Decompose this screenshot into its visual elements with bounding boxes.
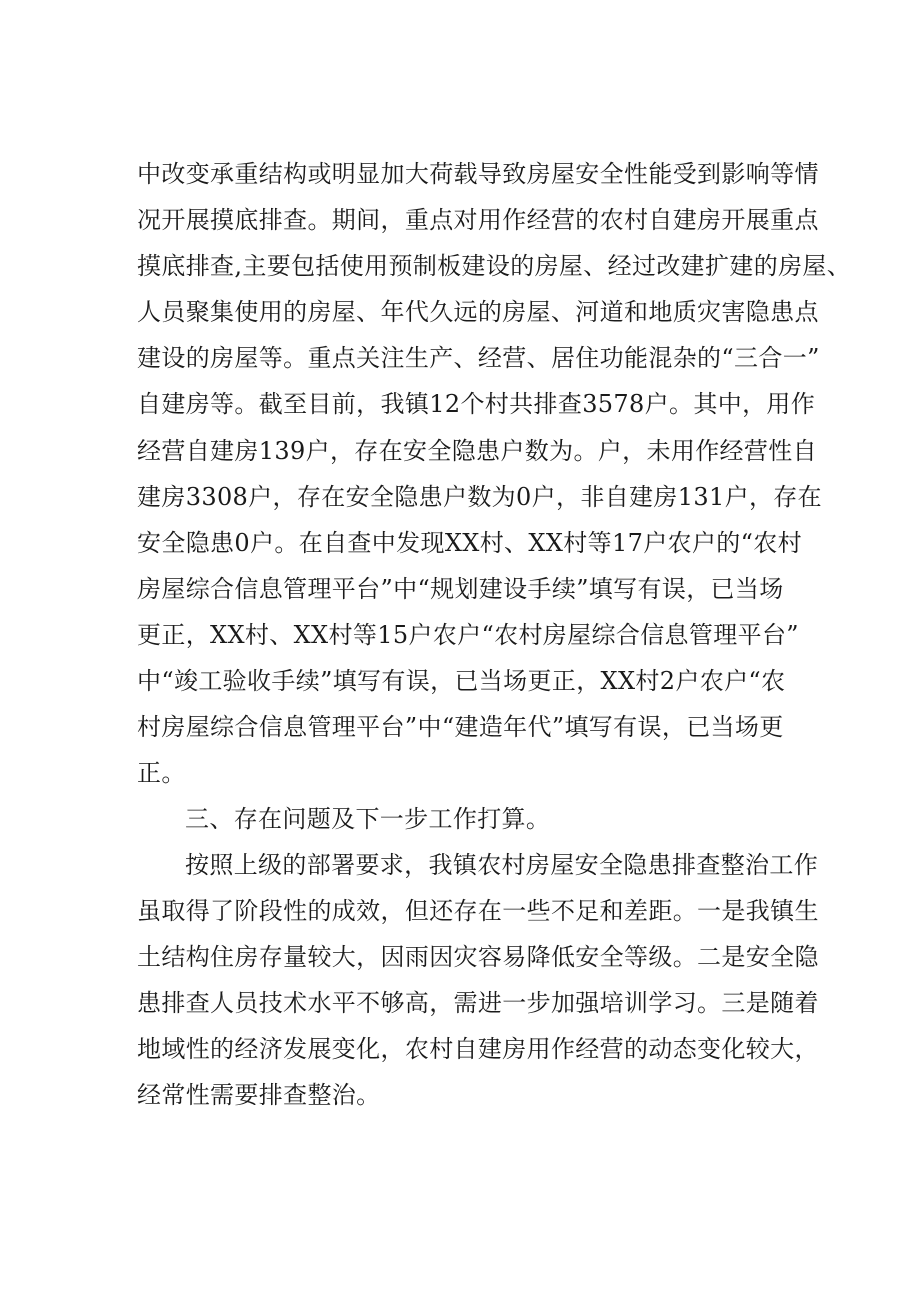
paragraph-line: 地域性的经济发展变化，农村自建房用作经营的动态变化较大， bbox=[137, 1035, 819, 1063]
paragraph-line: 经营自建房139户，存在安全隐患户数为。户，未用作经营性自 bbox=[137, 437, 817, 465]
paragraph-line: 村房屋综合信息管理平台”中“建造年代”填写有误，已当场更 bbox=[137, 713, 784, 741]
paragraph-line: 患排查人员技术水平不够高，需进一步加强培训学习。三是随着 bbox=[137, 989, 819, 1017]
paragraph-line: 房屋综合信息管理平台”中“规划建设手续”填写有误，已当场 bbox=[137, 575, 784, 603]
paragraph-line: 建设的房屋等。重点关注生产、经营、居住功能混杂的“三合一” bbox=[137, 344, 820, 372]
paragraph-line: 经常性需要排查整治。 bbox=[137, 1081, 381, 1109]
paragraph-line: 正。 bbox=[137, 759, 186, 787]
paragraph-line: 建房3308户，存在安全隐患户数为0户，非自建房131户，存在 bbox=[137, 483, 823, 511]
paragraph-line: 虽取得了阶段性的成效，但还存在一些不足和差距。一是我镇生 bbox=[137, 897, 819, 925]
paragraph-line: 自建房等。截至目前，我镇12个村共排查3578户。其中，用作 bbox=[137, 390, 816, 418]
section-heading: 三、存在问题及下一步工作打算。 bbox=[185, 805, 551, 833]
paragraph-line: 况开展摸底排查。期间，重点对用作经营的农村自建房开展重点 bbox=[137, 206, 819, 234]
paragraph-line: 安全隐患0户。在自查中发现XX村、XX村等17户农户的“农村 bbox=[137, 529, 802, 557]
paragraph-line: 按照上级的部署要求，我镇农村房屋安全隐患排查整治工作 bbox=[185, 851, 819, 879]
paragraph-line: 人员聚集使用的房屋、年代久远的房屋、河道和地质灾害隐患点 bbox=[137, 298, 819, 326]
paragraph-line: 更正，XX村、XX村等15户农户“农村房屋综合信息管理平台” bbox=[137, 621, 799, 649]
paragraph-line: 土结构住房存量较大，因雨因灾容易降低安全等级。二是安全隐 bbox=[137, 943, 819, 971]
paragraph-line: 摸底排查,主要包括使用预制板建设的房屋、经过改建扩建的房屋、 bbox=[137, 252, 852, 280]
paragraph-line: 中改变承重结构或明显加大荷载导致房屋安全性能受到影响等情 bbox=[137, 160, 819, 188]
paragraph-line: 中“竣工验收手续”填写有误，已当场更正，XX村2户农户“农 bbox=[137, 667, 786, 695]
